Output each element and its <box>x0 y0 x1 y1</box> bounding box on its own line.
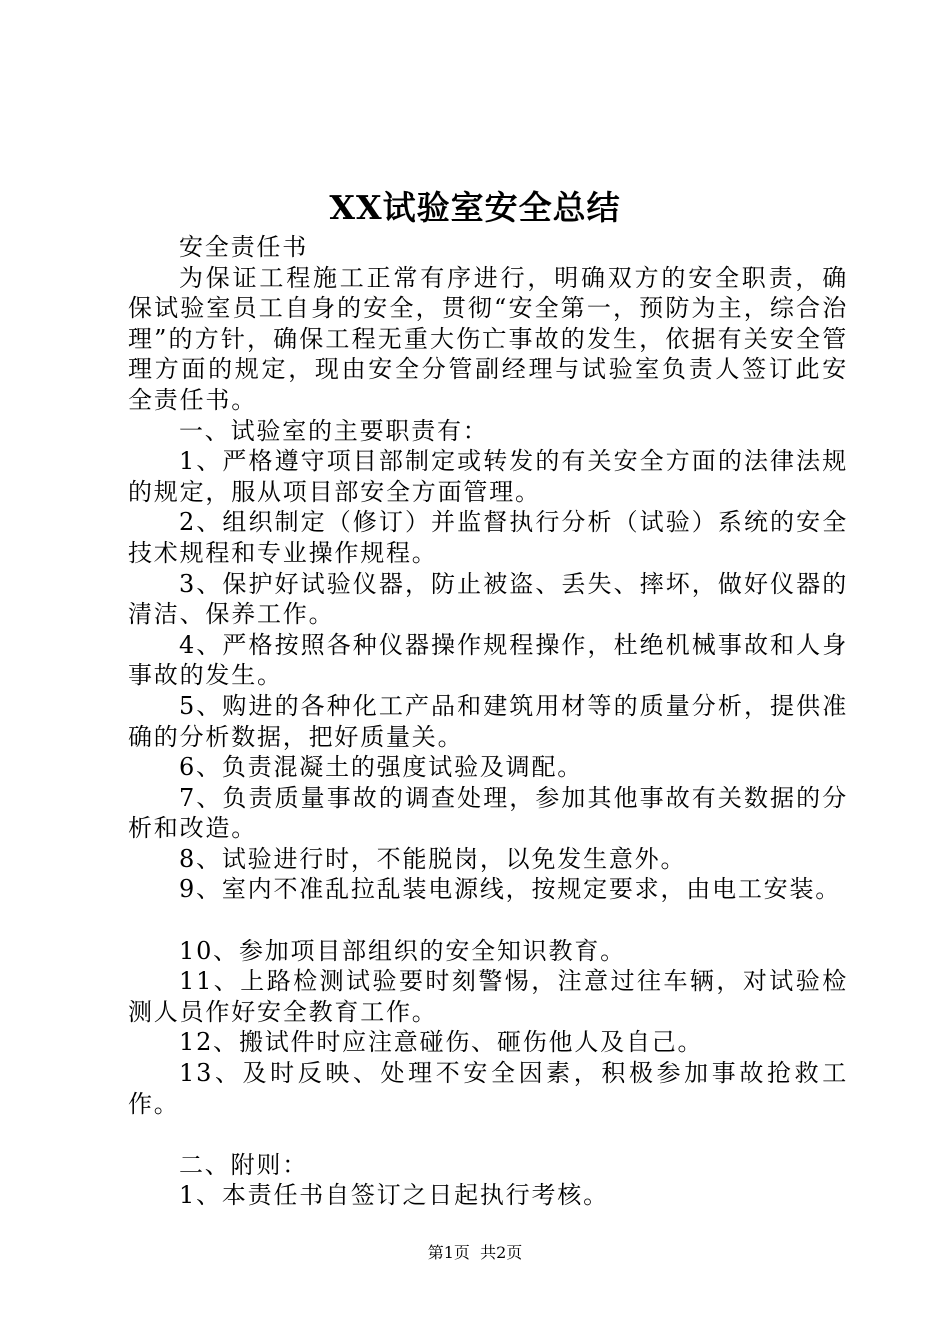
duty-item-5: 5、购进的各种化工产品和建筑用材等的质量分析，提供准确的分析数据，把好质量关。 <box>128 691 848 751</box>
duty-item-11: 11、上路检测试验要时刻警惕，注意过往车辆，对试验检测人员作好安全教育工作。 <box>128 967 848 1026</box>
page-number-current: 第1页 <box>427 1243 470 1262</box>
paragraph-heading: 安全责任书 <box>179 233 308 261</box>
footer-separator <box>470 1243 480 1262</box>
duty-item-1: 1、严格遵守项目部制定或转发的有关安全方面的法律法规的规定，服从项目部安全方面管理。 <box>128 447 848 506</box>
duty-item-2: 2、组织制定（修订）并监督执行分析（试验）系统的安全技术规程和专业操作规程。 <box>128 508 848 567</box>
page-footer <box>0 1242 950 1264</box>
document-body <box>128 232 848 1211</box>
duty-item-3: 3、保护好试验仪器，防止被盗、丢失、摔坏，做好仪器的清洁、保养工作。 <box>128 569 848 629</box>
duty-item-4: 4、严格按照各种仪器操作规程操作，杜绝机械事故和人身事故的发生。 <box>128 630 848 690</box>
duty-item-7: 7、负责质量事故的调查处理，参加其他事故有关数据的分析和改造。 <box>128 783 848 843</box>
paragraph-intro: 为保证工程施工正常有序进行，明确双方的安全职责，确保试验室员工自身的安全，贯彻“安全第一，预防为主，综合治理”的方针，确保工程无重大伤亡事故的发生，依据有关安全管理方面的规定，现由安全分管副经理与试验室负责人签订此安全责任书。 <box>128 263 848 414</box>
duty-item-10: 10、参加项目部组织的安全知识教育。 <box>179 936 626 965</box>
duty-item-9: 9、室内不准乱拉乱装电源线，按规定要求，由电工安装。 <box>179 875 842 904</box>
duty-item-12: 12、搬试件时应注意碰伤、砸伤他人及自己。 <box>179 1028 704 1057</box>
section-heading-duties: 一、试验室的主要职责有： <box>179 416 489 445</box>
document-title: XX试验室安全总结 <box>329 188 621 227</box>
appendix-item-1: 1、本责任书自签订之日起执行考核。 <box>179 1181 609 1210</box>
duty-item-13: 13、及时反映、处理不安全因素，积极参加事故抢救工作。 <box>128 1059 848 1118</box>
duty-item-8: 8、试验进行时，不能脱岗，以免发生意外。 <box>179 844 687 873</box>
duty-item-6: 6、负责混凝土的强度试验及调配。 <box>179 753 584 782</box>
page-number-total: 共2页 <box>480 1243 523 1262</box>
section-heading-appendix: 二、附则： <box>179 1150 308 1179</box>
